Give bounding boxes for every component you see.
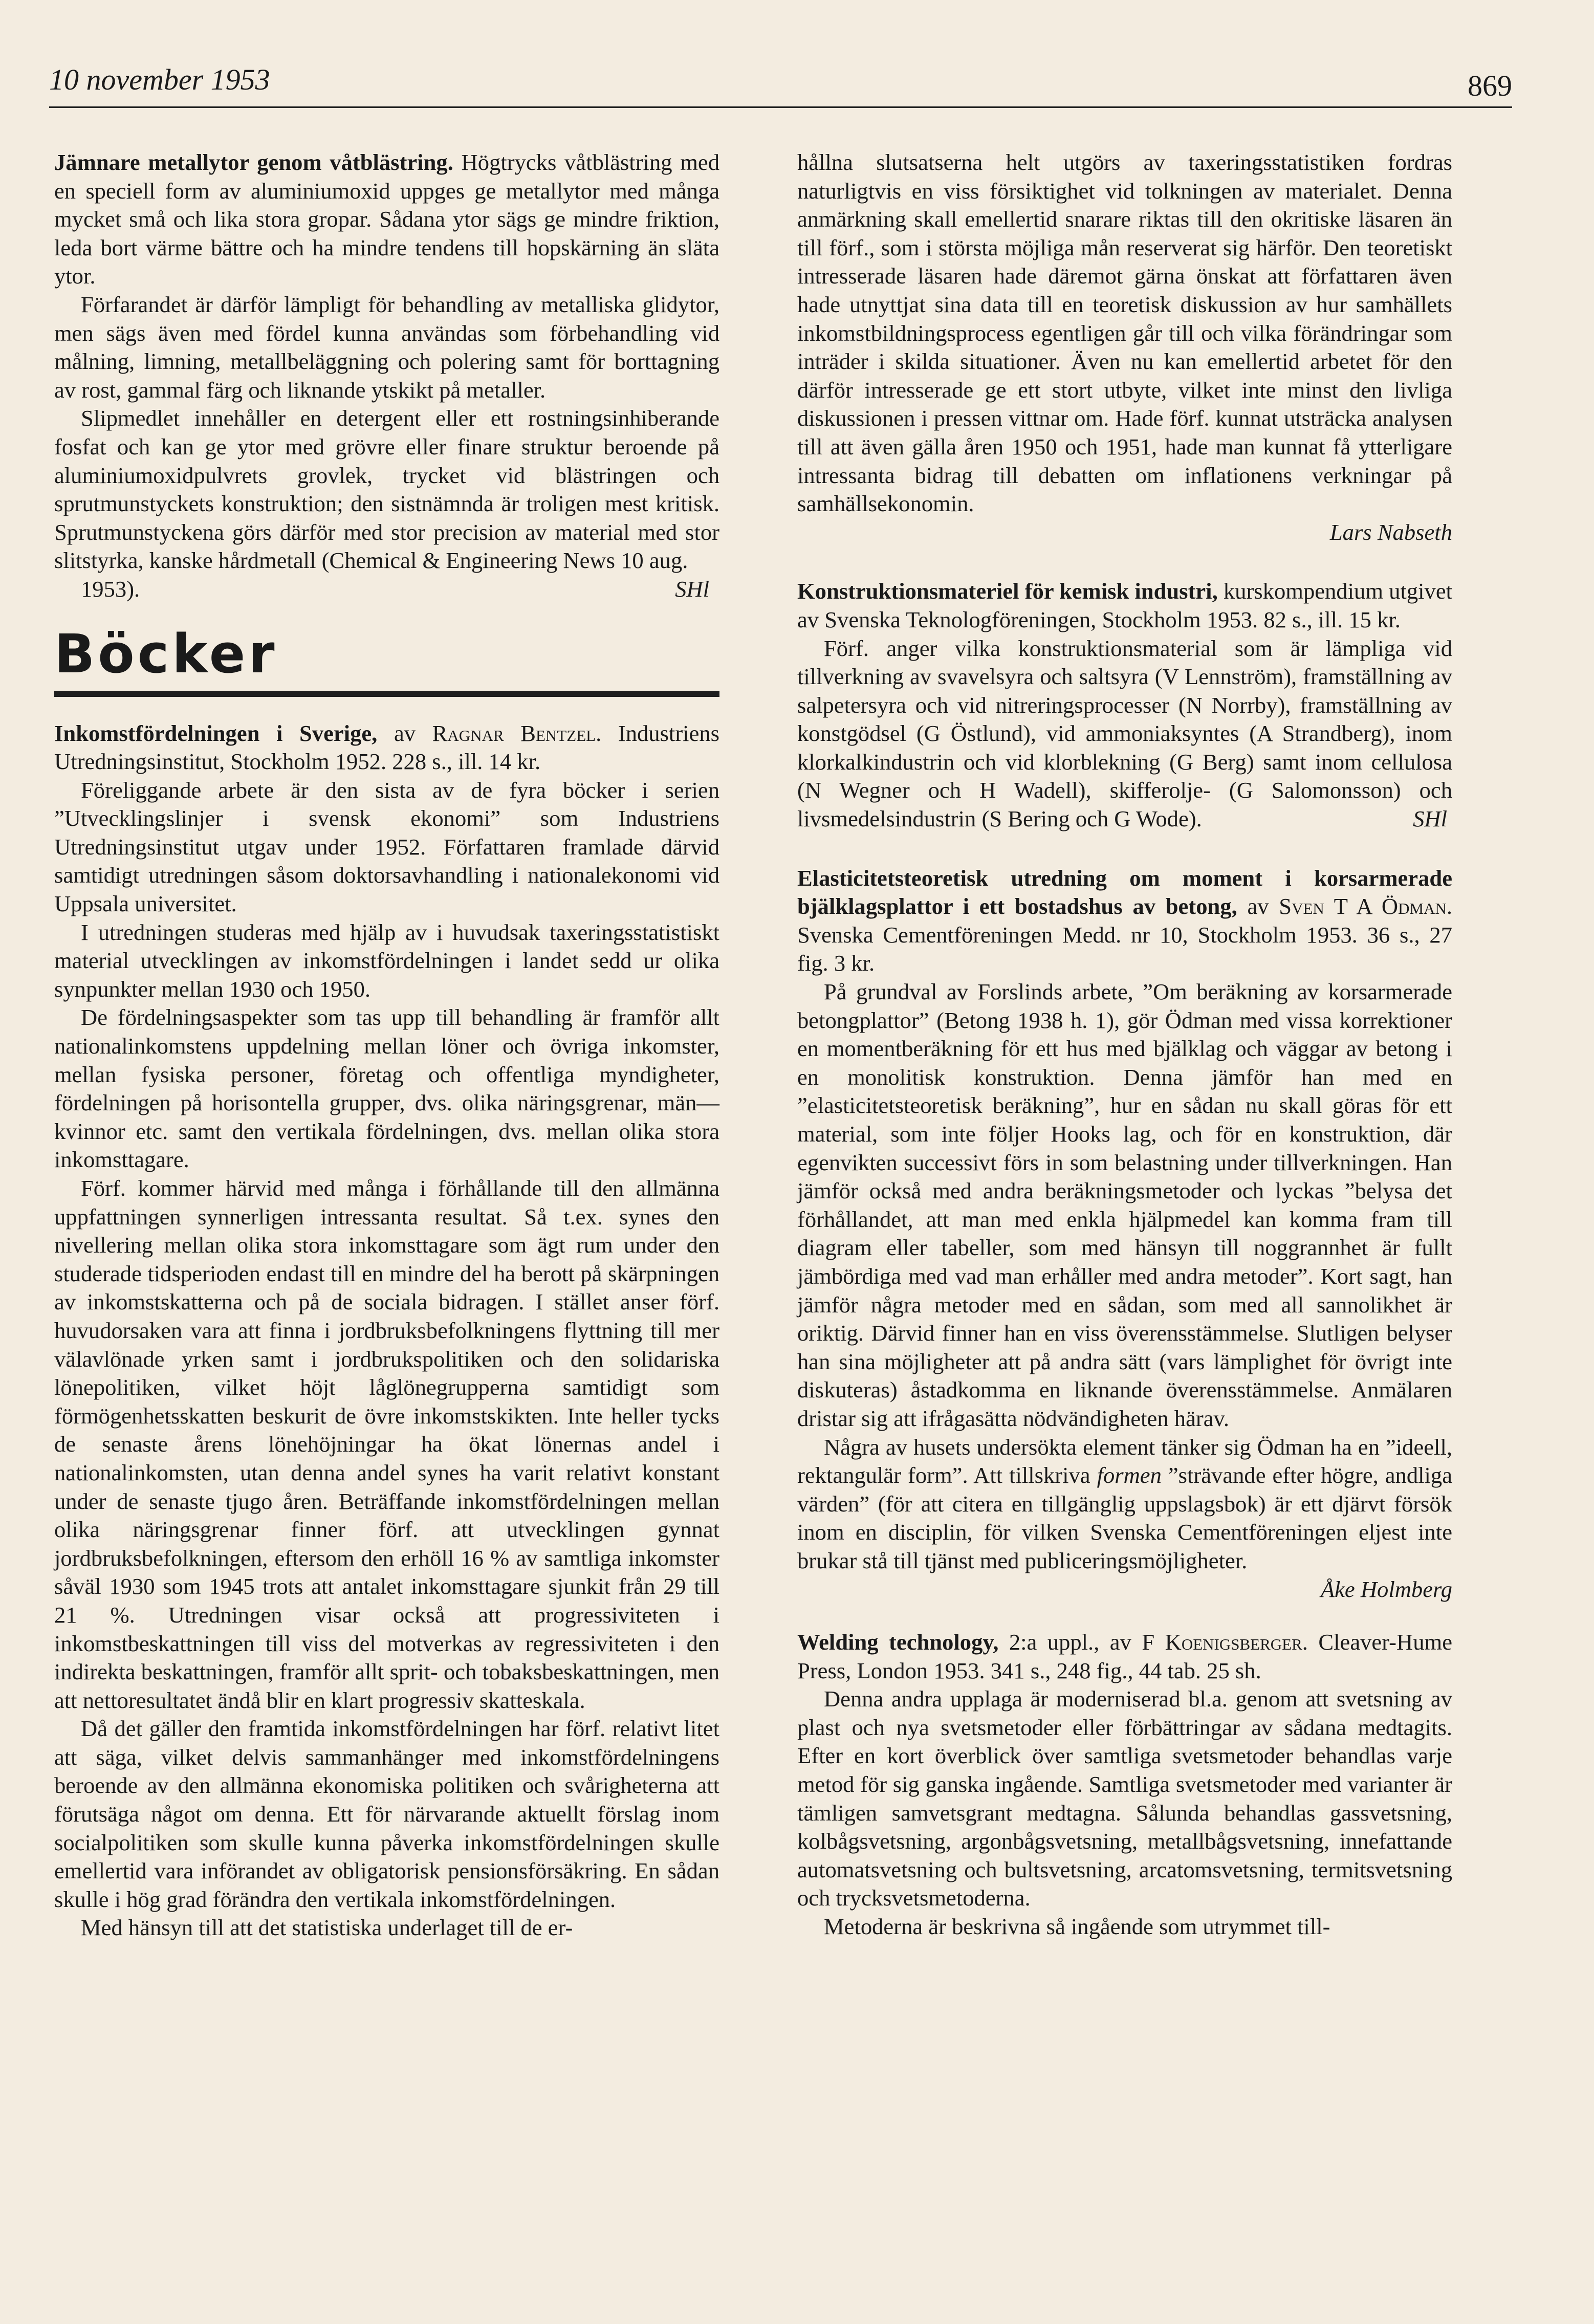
review-citation: Inkomstfördelningen i Sverige, av Ragnar Bentzel. Industriens Utredningsinstitut, Stockholm 1952. 228 s., ill. 14 kr. bbox=[54, 720, 720, 775]
paragraph: I utredningen studeras med hjälp av i huvudsak taxeringsstatistiskt material utvecklingen av inkomstfördelningen i landet sedd ur olika synpunkter mellan 1930 och 1950. bbox=[54, 919, 719, 1002]
paragraph: De fördelningsaspekter som tas upp till behandling är framför allt nationalinkomstens uppdelning mellan löner och övriga inkomster, mellan fysiska personer, företag och offentliga myndigheter, fördelningen på horisontella grupper, dvs. olika näringsgrenar, män—kvinnor etc. samt den vertikala fördelningen, dvs. mellan olika stora inkomsttagare. bbox=[54, 1004, 719, 1173]
section-heading: Böcker bbox=[54, 622, 278, 685]
paragraph: Denna andra upplaga är moderniserad bl.a. genom att svetsning av plast och nya svetsmetoder eller förbättringar av sådana medtagits. Efter en kort överblick över samtliga svetsmetoder behandlas varje metod för sig ganska ingående. Samtliga svetsmetoder med varianter är tämligen samvetsgrant medtagna. Sålunda behandlas gassvetsning, kolbågsvetsning, argonbågsvetsning, metallbågsvetsning, innefattande automatsvetsning och bultsvetsning, arcatomsvetsning, termitsvetsning och trycksvetsmetoderna. bbox=[797, 1686, 1452, 1911]
paragraph: Slipmedlet innehåller en detergent eller ett rostningsinhiberande fosfat och kan ge ytor med grövre eller finare struktur beroende på aluminiumoxidpulvrets grovlek, trycket vid blästringen och sprutmunstyckets konstruktion; den sistnämnda är troligen mest kritisk. Sprutmunstyckena görs därför med stor precision av material med stor slitstyrka, kanske hårdmetall (Chemical & Engineering News 10 aug. bbox=[54, 405, 719, 574]
review-citation: Elasticitetsteoretisk utredning om moment i korsarmerade bjälklagsplattor i ett bostadshus av betong, av Sven T A Ödman. Svenska Cementföreningen Medd. nr 10, Stockholm 1953. 36 s., 27 fig. 3 kr. bbox=[797, 865, 1452, 976]
review-citation: Konstruktionsmateriel för kemisk industri, kurskompendium utgivet av Svenska Teknologföreningen, Stockholm 1953. 82 s., ill. 15 kr. bbox=[797, 578, 1453, 632]
signature-line: 1953). SHl bbox=[54, 575, 719, 604]
paragraph: Med hänsyn till att det statistiska underlaget till de er- bbox=[81, 1915, 573, 1941]
paragraph: hållna slutsatserna helt utgörs av taxeringsstatistiken fordras naturligtvis en viss försiktighet vid tolkningen av materialet. Denna anmärkning skall emellertid snarare riktas till den okritiske läsaren än till förf., som i största möjliga mån reserverat sig härför. Den teoretiskt intresserade läsaren hade däremot gärna önskat att författaren även hade utnyttjat sina data till en teoretisk diskussion av hur samhällets inkomstbildningsprocess egentligen går till och vilka förändringar som inträder i skilda situationer. Även nu kan emellertid arbetet för den därför intresserade ge ett stort utbyte, vilket inte minst den livliga diskussionen i pressen vittnar om. Hade förf. kunnat utsträcka analysen till att även gälla åren 1950 och 1951, hade man kunnat få ytterligare intressanta bidrag till debatten om inflationens verkningar på samhällsekonomin. bbox=[797, 149, 1452, 517]
news-item-text: Högtrycks våtblästring med en speciell form av aluminiumoxid uppges ge metallytor med många mycket små och lika stora gropar. Sådana ytor sägs ge mindre friktion, leda bort värme bättre och ha mindre tendens till hopskärning än släta ytor. bbox=[54, 149, 719, 289]
signature: SHl bbox=[1413, 806, 1447, 832]
paragraph: Metoderna är beskrivna så ingående som utrymmet till- bbox=[824, 1914, 1330, 1940]
page-header bbox=[49, 55, 1512, 108]
review-author: Ragnar Bentzel bbox=[432, 720, 596, 746]
emphasis: formen bbox=[1097, 1462, 1162, 1488]
paragraph: Förf. kommer härvid med många i förhållande till den allmänna uppfattningen synnerligen intressanta resultat. Så t.ex. synes den nivellering mellan olika stora inkomsttagare som ägt rum under den studerade tidsperioden endast till en mindre del ha berott på skärpningen av inkomstskatterna och på de sociala bidragen. I stället anser förf. huvudorsaken vara att finna i jordbruksbefolkningens flyttning till mer välavlönade yrken samt i jordbrukspolitiken och den solidariska lönepolitiken, vilket höjt låglönegrupperna samtidigt som förmögenhetsskatten beskurit de övre inkomstskikten. Inte heller tycks de senaste årens lönehöjningar ha ökat lönernas andel i nationalinkomsten, utan denna andel synes ha varit relativt konstant under de senaste tjugo åren. Beträffande inkomstfördelningen mellan olika näringsgrenar finner förf. att utvecklingen gynnat jordbruksbefolkningen, eftersom den erhöll 16 % av samtliga inkomster såväl 1930 som 1945 trots att antalet inkomsttagare sjunkit från 29 till 21 %. Utredningen visar också att progressiviteten i inkomstbeskattningen till viss del motverkas av regressiviteten i den indirekta beskattningen, framför allt sprit- och tobaksbeskattningen, men att nettoresultatet ändå blir en klart progressiv skatteskala. bbox=[54, 1175, 719, 1713]
right-column bbox=[797, 148, 1452, 1941]
paragraph: Förf. anger vilka konstruktionsmaterial som är lämpliga vid tillverkning av svavelsyra och saltsyra (V Lennström), framställning av salpetersyra och vid nitreringsprocesser (N Norrby), framställning av konstgödsel (G Östlund), vid ammoniaksyntes (A Strandberg), inom klorkalkindustrin och vid klorblekning (G Berg) samt inom cellulosa (N Wegner och H Wadell), skifferolje- (G Salomonsson) och livsmedelsindustrin (S Bering och G Wode). SHl bbox=[797, 634, 1452, 834]
paragraph: Några av husets undersökta element tänker sig Ödman ha en ”ideell, rektangulär form”. Att tillskriva formen ”strävande efter högre, andliga värden” (för att citera en tillgänglig uppslagsbok) är ett djärvt försök inom en disciplin, för vilken Svenska Cementföreningen eljest inte brukar stå till tjänst med publiceringsmöjligheter. bbox=[797, 1434, 1452, 1573]
signature: Lars Nabseth bbox=[1329, 519, 1452, 545]
review-title: Inkomstfördelningen i Sverige, bbox=[54, 720, 378, 746]
left-column bbox=[54, 148, 719, 1942]
news-item-paragraph bbox=[54, 148, 719, 291]
section-rule bbox=[54, 691, 719, 697]
paragraph: Förfarandet är därför lämpligt för behandling av metalliska glidytor, men sägs även med fördel kunna användas som förbehandling vid målning, limning, metallbeläggning och polering samt för borttagning av rost, gammal färg och liknande ytskikt på metaller. bbox=[54, 291, 719, 403]
review-title: Konstruktionsmateriel för kemisk industri, bbox=[797, 578, 1218, 604]
paragraph: På grundval av Forslinds arbete, ”Om beräkning av korsarmerade betongplattor” (Betong 1938 h. 1), gör Ödman med vissa korrektioner en momentberäkning för ett hus med bjälklag och väggar av betong i en monolitisk konstruktion. Denna jämför han med en ”elasticitetsteoretisk beräkning”, hur en sådan nu skall göras för ett material, som inte följer Hooks lag, och för en konstruktion, där egenvikten successivt förs in som belastning under tillverkningen. Han jämför också med andra beräkningsmetoder och lyckas ”belysa det förhållandet, att man med enkla hjälpmedel kan komma fram till diagram eller tabeller, som med hänsyn till noggrannhet är fullt jämbördiga med vad man erhåller med andra metoder”. Kort sagt, han jämför några metoder med en sådan, som med all sannolikhet är oriktig. Därvid finner han en viss överensstämmelse. Slutligen belyser han sina möjligheter att på andra sätt (vars lämplighet för övrigt inte diskuteras) åstadkomma en liknande överensstämmelse. Anmälaren dristar sig att ifrågasätta nödvändigheten härav. bbox=[797, 979, 1452, 1431]
review-title: Elasticitetsteoretisk utredning om moment i korsarmerade bjälklagsplattor i ett bostadshus av betong, bbox=[797, 865, 1452, 919]
review-author: Sven T A Ödman bbox=[1279, 893, 1447, 919]
issue-date: 10 november 1953 bbox=[49, 63, 270, 96]
page-number: 869 bbox=[1468, 69, 1512, 102]
paragraph: Då det gäller den framtida inkomstfördelningen har förf. relativt litet att säga, vilket delvis sammanhänger med inkomstfördelningens beroende av den allmänna ekonomiska politiken och svårigheterna att förutsäga något om denna. Ett för närvarande aktuellt förslag inom socialpolitiken som skulle kunna påverka inkomstfördelningen skulle emellertid vara införandet av obligatorisk pensionsförsäkring. En sådan skulle i hög grad förändra den vertikala inkomstfördelningen. bbox=[54, 1716, 719, 1912]
signature: Åke Holmberg bbox=[1320, 1576, 1452, 1602]
paragraph: Föreliggande arbete är den sista av de fyra böcker i serien ”Utvecklingslinjer i svensk ekonomi” som Industriens Utredningsinstitut utgav under 1952. Författaren framlade därvid samtidigt utredningen såsom doktorsavhandling i nationalekonomi vid Uppsala universitet. bbox=[54, 777, 719, 917]
review-title: Welding technology, bbox=[797, 1629, 999, 1655]
news-item-title: Jämnare metallytor genom våtblästring. bbox=[54, 149, 453, 175]
review-author: Koenigsberger bbox=[1165, 1629, 1302, 1655]
review-citation: Welding technology, 2:a uppl., av F Koenigsberger. Cleaver-Hume Press, London 1953. 341 s., 248 fig., 44 tab. 25 sh. bbox=[797, 1629, 1452, 1683]
signature: SHl bbox=[675, 576, 709, 602]
